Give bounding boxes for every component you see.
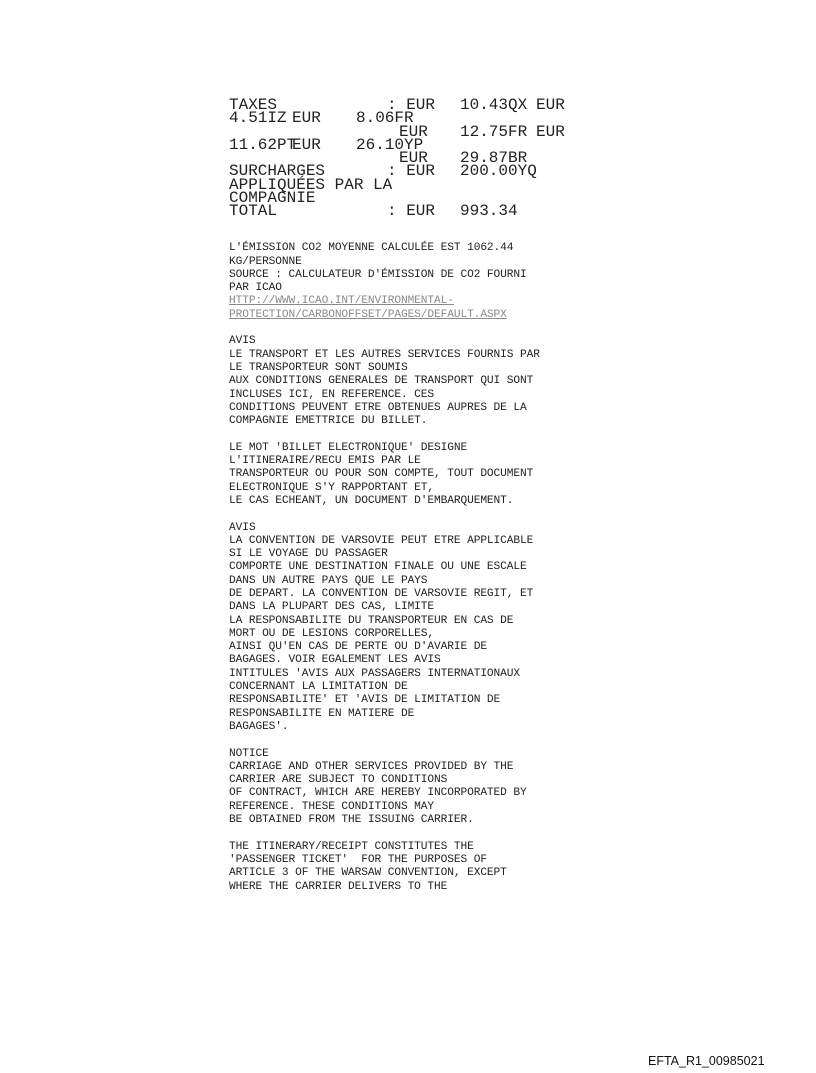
text-line: WHERE THE CARRIER DELIVERS TO THE bbox=[229, 880, 448, 893]
tax-amount: 11.62PT bbox=[229, 135, 297, 154]
tax-label: SURCHARGES bbox=[229, 162, 326, 181]
document-body bbox=[229, 96, 609, 894]
tax-currency: EUR bbox=[399, 122, 428, 141]
text-line: RESPONSABILITE EN MATIERE DE bbox=[229, 707, 415, 720]
text-line: LE CAS ECHEANT, UN DOCUMENT D'EMBARQUEMENT. bbox=[229, 494, 514, 507]
tax-currency: EUR bbox=[399, 149, 428, 168]
tax-total-row bbox=[229, 202, 609, 221]
itinerary-section bbox=[229, 841, 609, 894]
text-line: COMPORTE UNE DESTINATION FINALE OU UNE ESCALE bbox=[229, 561, 527, 574]
text-line: RESPONSABILITE' ET 'AVIS DE LIMITATION DE bbox=[229, 694, 501, 707]
tax-amount: 10.43QX bbox=[460, 96, 528, 114]
tax-amount: 200.00YQ bbox=[460, 162, 537, 181]
tax-row bbox=[229, 96, 609, 114]
billet-section bbox=[229, 442, 609, 508]
text-line: LE MOT 'BILLET ELECTRONIQUE' DESIGNE bbox=[229, 441, 468, 454]
tax-currency: EUR bbox=[292, 109, 321, 128]
text-line: DANS UN AUTRE PAYS QUE LE PAYS bbox=[229, 574, 428, 587]
text-line: ARTICLE 3 OF THE WARSAW CONVENTION, EXCEPT bbox=[229, 867, 507, 880]
text-line: 'PASSENGER TICKET' FOR THE PURPOSES OF bbox=[229, 853, 487, 866]
text-line: THE ITINERARY/RECEIPT CONSTITUTES THE bbox=[229, 840, 474, 853]
tax-amount: 29.87BR bbox=[460, 149, 528, 168]
tax-row bbox=[229, 135, 609, 154]
text-line: CARRIER ARE SUBJECT TO CONDITIONS bbox=[229, 774, 448, 787]
text-line: REFERENCE. THESE CONDITIONS MAY bbox=[229, 800, 435, 813]
tax-currency: : EUR bbox=[387, 96, 436, 114]
text-line: BAGAGES. VOIR EGALEMENT LES AVIS bbox=[229, 654, 441, 667]
tax-row bbox=[229, 122, 609, 141]
text-line: INTITULES 'AVIS AUX PASSAGERS INTERNATIONAUX bbox=[229, 667, 520, 680]
tax-label: COMPAGNIE bbox=[229, 189, 316, 208]
tax-row bbox=[229, 175, 609, 194]
tax-currency: EUR bbox=[292, 135, 321, 154]
total-amount: 993.34 bbox=[460, 202, 518, 221]
tax-label: APPLIQUÉES PAR LA bbox=[229, 175, 393, 194]
text-line: OF CONTRACT, WHICH ARE HEREBY INCORPORATED BY bbox=[229, 787, 527, 800]
text-line: MORT OU DE LESIONS CORPORELLES, bbox=[229, 627, 435, 640]
tax-currency: : EUR bbox=[387, 202, 436, 221]
text-line: LA CONVENTION DE VARSOVIE PEUT ETRE APPLICABLE bbox=[229, 534, 534, 547]
text-line: LE TRANSPORT ET LES AUTRES SERVICES FOURNIS PAR bbox=[229, 348, 540, 361]
text-line: DANS LA PLUPART DES CAS, LIMITE bbox=[229, 601, 435, 614]
tax-currency: : EUR bbox=[387, 162, 436, 181]
tax-amount: 8.06FR bbox=[356, 109, 414, 128]
text-line: L'ITINERAIRE/RECU EMIS PAR LE bbox=[229, 455, 421, 468]
text-line: INCLUSES ICI, EN REFERENCE. CES bbox=[229, 388, 435, 401]
text-line: TRANSPORTEUR OU POUR SON COMPTE, TOUT DOCUMENT bbox=[229, 468, 534, 481]
text-line: DE DEPART. LA CONVENTION DE VARSOVIE REGIT, ET bbox=[229, 587, 534, 600]
text-line: CONCERNANT LA LIMITATION DE bbox=[229, 681, 408, 694]
text-line: L'ÉMISSION CO2 MOYENNE CALCULÉE EST 1062.44 bbox=[229, 242, 514, 255]
text-line: AUX CONDITIONS GENERALES DE TRANSPORT QUI SONT bbox=[229, 375, 534, 388]
tax-row bbox=[229, 162, 609, 181]
tax-currency: EUR bbox=[536, 122, 565, 141]
tax-label: TAXES bbox=[229, 96, 278, 114]
text-line: LE TRANSPORTEUR SONT SOUMIS bbox=[229, 361, 408, 374]
section-heading: AVIS bbox=[229, 521, 256, 534]
tax-row bbox=[229, 149, 609, 168]
tax-amount: 12.75FR bbox=[460, 122, 528, 141]
document-id-stamp: EFTA_R1_00985021 bbox=[648, 1054, 765, 1068]
avis-conditions-section bbox=[229, 335, 609, 428]
tax-amount: 4.51IZ bbox=[229, 109, 287, 128]
tax-currency: EUR bbox=[536, 96, 565, 114]
text-line: BE OBTAINED FROM THE ISSUING CARRIER. bbox=[229, 814, 474, 827]
text-line: BAGAGES'. bbox=[229, 720, 289, 733]
tax-row bbox=[229, 189, 609, 208]
icao-link[interactable]: HTTP://WWW.ICAO.INT/ENVIRONMENTAL- bbox=[229, 295, 454, 308]
tax-section bbox=[229, 96, 609, 221]
text-line: SI LE VOYAGE DU PASSAGER bbox=[229, 548, 388, 561]
text-line: SOURCE : CALCULATEUR D'ÉMISSION DE CO2 FOURNI bbox=[229, 268, 527, 281]
text-line: PAR ICAO bbox=[229, 282, 282, 295]
section-heading: NOTICE bbox=[229, 747, 269, 760]
tax-label: TOTAL bbox=[229, 202, 278, 221]
text-line: LA RESPONSABILITE DU TRANSPORTEUR EN CAS DE bbox=[229, 614, 514, 627]
text-line: AINSI QU'EN CAS DE PERTE OU D'AVARIE DE bbox=[229, 641, 487, 654]
section-heading: AVIS bbox=[229, 335, 256, 348]
avis-varsovie-section bbox=[229, 522, 609, 735]
text-line: COMPAGNIE EMETTRICE DU BILLET. bbox=[229, 415, 428, 428]
text-line: CONDITIONS PEUVENT ETRE OBTENUES AUPRES DE LA bbox=[229, 401, 527, 414]
text-line: CARRIAGE AND OTHER SERVICES PROVIDED BY THE bbox=[229, 760, 514, 773]
icao-link[interactable]: PROTECTION/CARBONOFFSET/PAGES/DEFAULT.ASPX bbox=[229, 308, 507, 321]
text-line: ELECTRONIQUE S'Y RAPPORTANT ET, bbox=[229, 481, 435, 494]
text-line: KG/PERSONNE bbox=[229, 255, 302, 268]
tax-row bbox=[229, 109, 609, 128]
tax-amount: 26.10YP bbox=[356, 135, 424, 154]
notice-section bbox=[229, 748, 609, 828]
co2-section bbox=[229, 242, 609, 322]
